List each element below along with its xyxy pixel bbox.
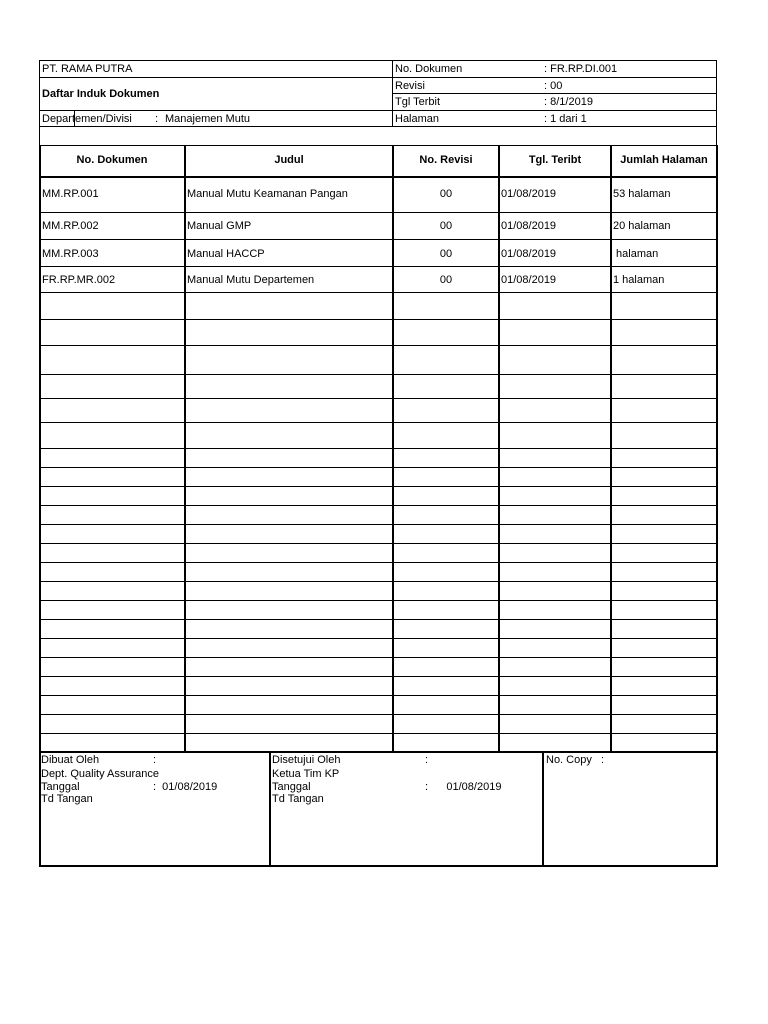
divider <box>39 126 717 127</box>
disetujui-role: Ketua Tim KP <box>272 768 340 780</box>
dibuat-tanggal-value: : 01/08/2019 <box>153 781 218 793</box>
meta-label-no-dokumen: No. Dokumen <box>395 63 463 75</box>
divider <box>39 212 717 213</box>
cell-tgl: 01/08/2019 <box>501 274 557 286</box>
divider <box>39 319 717 320</box>
dibuat-oleh-label: Dibuat Oleh <box>41 754 100 766</box>
divider <box>269 751 271 867</box>
cell-no-dokumen: MM.RP.002 <box>42 220 99 232</box>
divider <box>542 751 544 867</box>
divider <box>39 733 717 734</box>
divider <box>39 266 717 267</box>
cell-judul: Manual Mutu Departemen <box>187 274 315 286</box>
divider <box>39 398 717 399</box>
divider <box>39 505 717 506</box>
cell-judul: Manual GMP <box>187 220 252 232</box>
department-colon: : <box>155 113 159 125</box>
divider <box>39 145 717 146</box>
cell-revisi: 00 <box>439 274 453 286</box>
divider <box>39 657 717 658</box>
cell-halaman: 53 halaman <box>613 188 671 200</box>
divider <box>39 581 717 582</box>
cell-halaman: halaman <box>613 248 659 260</box>
department-value: Manajemen Mutu <box>165 113 250 125</box>
header-top-border <box>39 60 717 61</box>
divider <box>39 638 717 639</box>
no-copy-colon: : <box>601 754 605 766</box>
divider <box>39 676 717 677</box>
divider <box>39 374 717 375</box>
divider <box>39 60 40 146</box>
meta-value-halaman: : 1 dari 1 <box>544 113 587 125</box>
cell-halaman: 1 halaman <box>613 274 665 286</box>
divider <box>39 345 717 346</box>
cell-tgl: 01/08/2019 <box>501 248 557 260</box>
meta-label-halaman: Halaman <box>395 113 440 125</box>
meta-label-tgl-terbit: Tgl Terbit <box>395 96 441 108</box>
divider <box>392 110 717 111</box>
cell-no-dokumen: FR.RP.MR.002 <box>42 274 116 286</box>
column-header-jumlah-halaman: Jumlah Halaman <box>620 154 708 166</box>
column-header-no-revisi: No. Revisi <box>419 154 473 166</box>
disetujui-oleh-colon: : <box>425 754 429 766</box>
meta-value-no-dokumen: : FR.RP.DI.001 <box>544 63 618 75</box>
cell-no-dokumen: MM.RP.001 <box>42 188 99 200</box>
divider <box>39 524 717 525</box>
divider <box>716 751 718 867</box>
divider <box>39 422 717 423</box>
form-title: Daftar Induk Dokumen <box>42 88 160 100</box>
divider <box>39 448 717 449</box>
cell-revisi: 00 <box>439 220 453 232</box>
column-header-no-dokumen: No. Dokumen <box>76 154 148 166</box>
divider <box>39 176 718 178</box>
meta-label-revisi: Revisi <box>395 80 425 92</box>
disetujui-oleh-label: Disetujui Oleh <box>272 754 341 766</box>
divider <box>39 486 717 487</box>
dibuat-tanggal-label: Tanggal <box>41 781 80 793</box>
divider <box>39 562 717 563</box>
cell-tgl: 01/08/2019 <box>501 220 557 232</box>
cell-halaman: 20 halaman <box>613 220 671 232</box>
column-header-tgl-terbit: Tgl. Teribt <box>528 154 582 166</box>
disetujui-tanggal-value: : 01/08/2019 <box>425 781 502 793</box>
divider <box>39 619 717 620</box>
cell-revisi: 00 <box>439 188 453 200</box>
divider <box>39 714 717 715</box>
divider <box>392 93 717 94</box>
cell-tgl: 01/08/2019 <box>501 188 557 200</box>
cell-judul: Manual Mutu Keamanan Pangan <box>187 188 348 200</box>
divider <box>39 751 718 753</box>
disetujui-tanggal-label: Tanggal <box>272 781 311 793</box>
no-copy-label: No. Copy <box>546 754 592 766</box>
department-label: Departemen/Divisi <box>42 113 132 125</box>
meta-value-revisi: : 00 <box>544 80 563 92</box>
cell-no-dokumen: MM.RP.003 <box>42 248 99 260</box>
dibuat-oleh-colon: : <box>153 754 157 766</box>
cell-judul: Manual HACCP <box>187 248 265 260</box>
divider <box>39 467 717 468</box>
divider <box>39 77 717 78</box>
dibuat-ttd-label: Td Tangan <box>41 793 93 805</box>
divider <box>39 110 392 111</box>
divider <box>39 600 717 601</box>
divider <box>39 865 718 867</box>
dibuat-oleh-dept: Dept. Quality Assurance <box>41 768 160 780</box>
disetujui-ttd-label: Td Tangan <box>272 793 324 805</box>
cell-revisi: 00 <box>439 248 453 260</box>
divider <box>39 292 717 293</box>
divider <box>39 239 717 240</box>
divider <box>39 695 717 696</box>
divider <box>392 60 393 127</box>
meta-value-tgl-terbit: : 8/1/2019 <box>544 96 593 108</box>
column-header-judul: Judul <box>274 154 304 166</box>
company-name: PT. RAMA PUTRA <box>42 63 133 75</box>
divider <box>39 543 717 544</box>
divider <box>716 60 717 146</box>
